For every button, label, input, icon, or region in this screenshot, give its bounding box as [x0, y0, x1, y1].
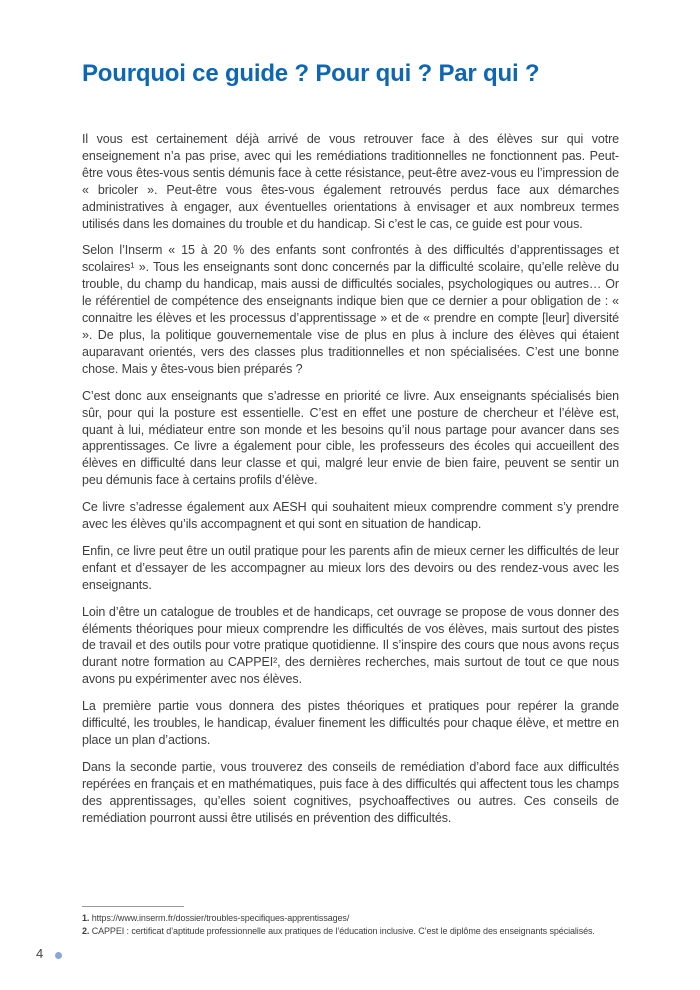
body-text: [82, 131, 619, 837]
footnote-1: [82, 912, 642, 925]
page-title: Pourquoi ce guide ? Pour qui ? Par qui ?: [82, 60, 540, 87]
footnote-1-marker: 1.: [82, 913, 90, 923]
paragraph-part-one: La première partie vous donnera des pistes théoriques et pratiques pour repérer la grande difficulté, les troubles, le handicap, évaluer finement les difficultés pour chaque élève, et mettre en place un plan d’actions.: [82, 699, 619, 747]
paragraph-intro: Il vous est certainement déjà arrivé de vous retrouver face à des élèves sur qui votre enseignement n’a pas prise, avec qui les remédiations traditionnelles ne fonctionnent pas. Peut-être vous êtes-vous sentis démunis face à cette résistance, peut-être avez-vous eu l’impression de « bricoler ». Peut-être vous êtes-vous également retrouvés perdus face aux démarches administratives à engager, aux éventuelles orientations à envisager et aux nombreux termes utilisés dans les domaines du trouble et du handicap. Si c’est le cas, ce guide est pour vous.: [82, 132, 619, 231]
paragraph-part-two: Dans la seconde partie, vous trouverez des conseils de remédiation d’abord face aux difficultés repérées en français et en mathématiques, puis face à des difficultés qui affectent tous les champs des apprentissages, qu’elles soient cognitives, psychoaffectives ou autres. Ces conseils de remédiation pourront aussi être utilisés en prévention des difficultés.: [82, 759, 619, 825]
paragraph-book-purpose: Loin d’être un catalogue de troubles et de handicaps, cet ouvrage se propose de vous donner des éléments théoriques pour mieux comprendre les difficultés de vos élèves, mais surtout des pistes de travail et des outils pour votre pratique quotidienne. Il s’inspire des cours que nous avons reçus durant notre formation au CAPPEI², des dernières recherches, mais surtout de tout ce que nous avons pu expérimenter avec nos élèves.: [82, 604, 619, 687]
footnote-2-marker: 2.: [82, 925, 90, 936]
footnote-2: [82, 925, 642, 938]
footnote-2-text: CAPPEI : certificat d’aptitude professionnelle aux pratiques de l’éducation inclusive. C’est le diplôme des enseignants spécialisés.: [91, 925, 595, 936]
paragraph-target-teachers: C’est donc aux enseignants que s’adresse en priorité ce livre. Aux enseignants spécialisés bien sûr, pour qui la posture est essentielle. C’est en effet une posture de chercheur et l’élève est, quant à lui, médiateur entre son monde et les besoins qu’il nous partage pour avancer dans ses apprentissages. Ce livre a également pour cible, les professeurs des écoles qui accueillent des élèves en difficulté dans leur classe et qui, malgré leur envie de bien faire, peuvent se sentir un peu démunis face à certains profils d’élève.: [82, 388, 619, 488]
paragraph-inserm-stats: Selon l’Inserm « 15 à 20 % des enfants sont confrontés à des difficultés d’apprentissages et scolaires¹ ». Tous les enseignants sont donc concernés par la difficulté scolaire, qu’elle relève du trouble, du champ du handicap, mais aussi de difficultés sociales, psychologiques ou autres… Or le référentiel de compétence des enseignants indique bien que ce dernier a pour obligation de : « connaitre les élèves et les processus d’apprentissage » et de « prendre en compte [leur] diversité ». De plus, la politique gouvernementale vise de plus en plus à inclure des élèves qui étaient auparavant orientés, vers des classes plus traditionnelles et non spécialisées. C’est une bonne chose. Mais y êtes-vous bien préparés ?: [82, 243, 619, 376]
page-number-dot: [55, 952, 62, 959]
page-number: 4: [36, 946, 44, 961]
paragraph-target-parents: Enfin, ce livre peut être un outil pratique pour les parents afin de mieux cerner les difficultés de leur enfant et d’essayer de les accompagner au mieux lors des devoirs ou des rendez-vous avec les enseignants.: [82, 543, 619, 592]
footnote-divider: [82, 906, 184, 907]
footnotes-section: [82, 906, 642, 937]
footnote-1-text: https://www.inserm.fr/dossier/troubles-specifiques-apprentissages/: [91, 913, 350, 923]
paragraph-target-aesh: Ce livre s’adresse également aux AESH qui souhaitent mieux comprendre comment s’y prendre avec les élèves qu’ils accompagnent et qui sont en situation de handicap.: [82, 500, 619, 532]
